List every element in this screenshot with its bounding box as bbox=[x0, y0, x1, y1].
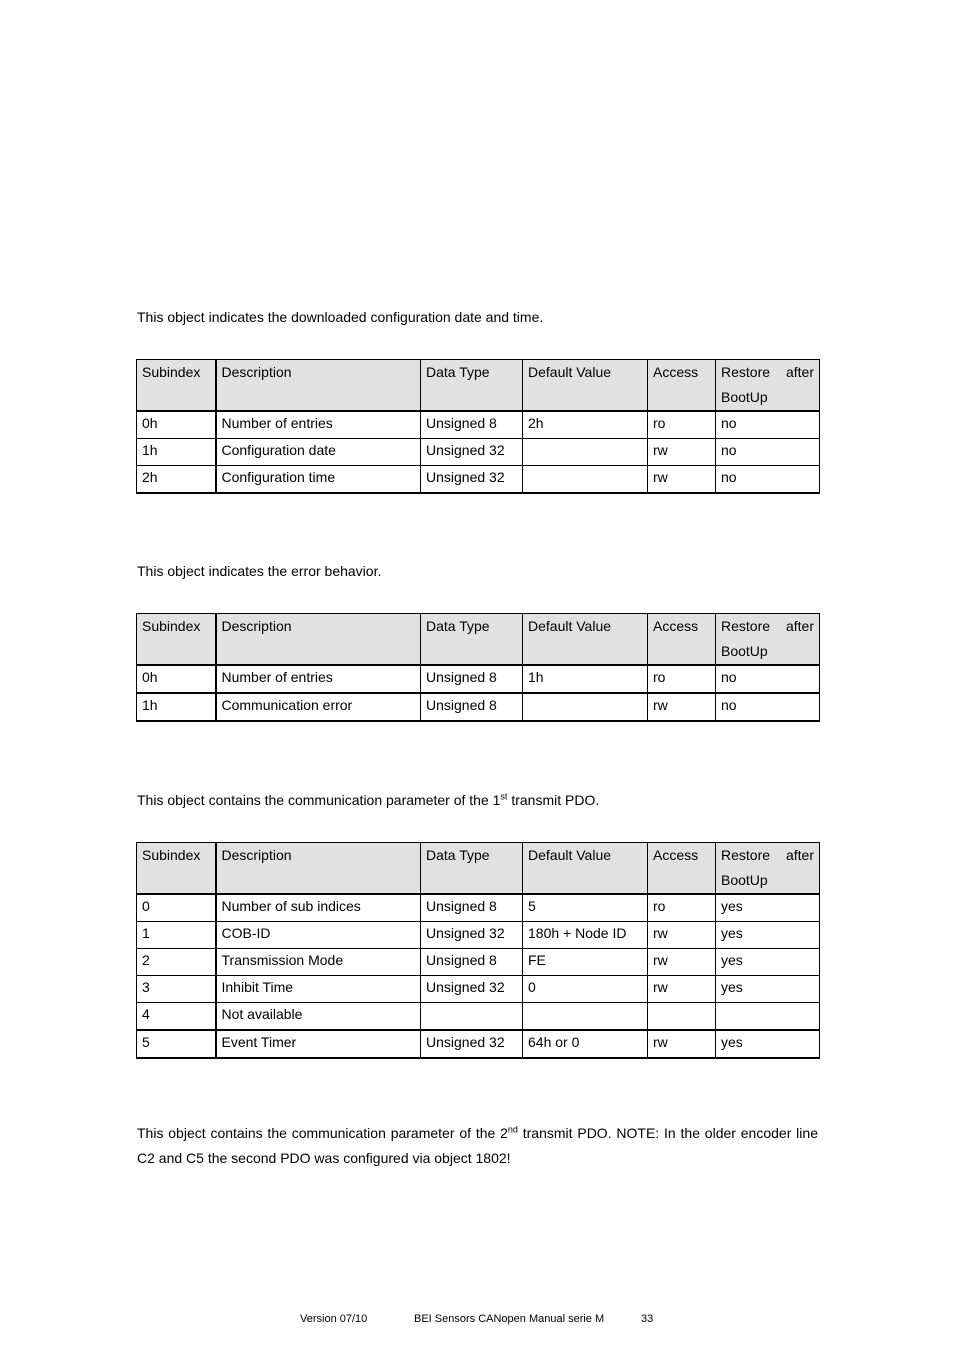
col-description: Description bbox=[216, 843, 421, 895]
table-cell: 2h bbox=[523, 411, 648, 439]
table-cell: 2 bbox=[137, 949, 216, 976]
table-cell: 1 bbox=[137, 922, 216, 949]
table-cell: COB-ID bbox=[216, 922, 421, 949]
table-cell: 5 bbox=[137, 1030, 216, 1058]
col-data-type: Data Type bbox=[421, 843, 523, 895]
table-cell: rw bbox=[648, 693, 716, 721]
table-cell: 0h bbox=[137, 665, 216, 693]
table-cell: Number of sub indices bbox=[216, 894, 421, 922]
config-date-time-table bbox=[136, 359, 820, 494]
table-cell: no bbox=[716, 466, 820, 494]
table-cell: 4 bbox=[137, 1003, 216, 1031]
table-cell: Unsigned 8 bbox=[421, 894, 523, 922]
error-behavior-table bbox=[136, 613, 820, 722]
table-cell: Unsigned 8 bbox=[421, 665, 523, 693]
table-row bbox=[137, 976, 820, 1003]
table-cell: Unsigned 32 bbox=[421, 1030, 523, 1058]
table-cell bbox=[716, 1003, 820, 1031]
col-default-value: Default Value bbox=[523, 614, 648, 666]
col-description: Description bbox=[216, 614, 421, 666]
table-cell: Number of entries bbox=[216, 665, 421, 693]
table-cell bbox=[523, 1003, 648, 1031]
col-data-type: Data Type bbox=[421, 360, 523, 412]
table-row bbox=[137, 949, 820, 976]
col-data-type: Data Type bbox=[421, 614, 523, 666]
transmit-pdo-1-table bbox=[136, 842, 820, 1059]
table-cell: Unsigned 32 bbox=[421, 922, 523, 949]
table-header-row bbox=[137, 360, 820, 412]
section-4-intro: This object contains the communication parameter of the 2nd transmit PDO. NOTE: In the older encoder line C2 and C5 the second PDO was configured via object 1802! bbox=[137, 1124, 818, 1166]
table-header-row bbox=[137, 843, 820, 895]
table-cell: rw bbox=[648, 922, 716, 949]
table-cell: Transmission Mode bbox=[216, 949, 421, 976]
table-cell: Unsigned 8 bbox=[421, 411, 523, 439]
table-cell: 180h + Node ID bbox=[523, 922, 648, 949]
table-cell: 0h bbox=[137, 411, 216, 439]
table-row bbox=[137, 411, 820, 439]
table-row bbox=[137, 665, 820, 693]
table-cell: no bbox=[716, 439, 820, 466]
table-cell: 1h bbox=[523, 665, 648, 693]
table-cell: 1h bbox=[137, 693, 216, 721]
table-cell: rw bbox=[648, 976, 716, 1003]
section-3-intro: This object contains the communication parameter of the 1st transmit PDO. bbox=[137, 791, 600, 808]
footer-version: Version 07/10 bbox=[300, 1313, 368, 1325]
table-row bbox=[137, 439, 820, 466]
table-cell: yes bbox=[716, 949, 820, 976]
table-row bbox=[137, 693, 820, 721]
table-cell: ro bbox=[648, 894, 716, 922]
col-default-value: Default Value bbox=[523, 843, 648, 895]
table-header-row bbox=[137, 614, 820, 666]
col-default-value: Default Value bbox=[523, 360, 648, 412]
footer-manual-title: BEI Sensors CANopen Manual serie M bbox=[414, 1313, 605, 1325]
table-cell: rw bbox=[648, 1030, 716, 1058]
col-access: Access bbox=[648, 360, 716, 412]
col-subindex: Subindex bbox=[137, 843, 216, 895]
table-cell: no bbox=[716, 665, 820, 693]
table-cell bbox=[648, 1003, 716, 1031]
table-cell: rw bbox=[648, 439, 716, 466]
footer-page-number: 33 bbox=[641, 1313, 654, 1325]
table-cell: yes bbox=[716, 976, 820, 1003]
table-cell: Inhibit Time bbox=[216, 976, 421, 1003]
table-cell: yes bbox=[716, 1030, 820, 1058]
table-cell: Unsigned 8 bbox=[421, 693, 523, 721]
table-cell: 0 bbox=[523, 976, 648, 1003]
section-1-intro: This object indicates the downloaded configuration date and time. bbox=[137, 309, 544, 325]
table-cell: Number of entries bbox=[216, 411, 421, 439]
table-cell: yes bbox=[716, 894, 820, 922]
table-row bbox=[137, 1003, 820, 1031]
table-cell: 2h bbox=[137, 466, 216, 494]
col-access: Access bbox=[648, 843, 716, 895]
table-cell: 5 bbox=[523, 894, 648, 922]
col-subindex: Subindex bbox=[137, 360, 216, 412]
section-2-intro: This object indicates the error behavior. bbox=[137, 563, 382, 579]
table-cell: Configuration time bbox=[216, 466, 421, 494]
table-cell: 64h or 0 bbox=[523, 1030, 648, 1058]
col-restore: Restore after BootUp bbox=[716, 614, 820, 666]
table-cell: no bbox=[716, 411, 820, 439]
table-cell: 1h bbox=[137, 439, 216, 466]
table-row bbox=[137, 894, 820, 922]
table-cell: Communication error bbox=[216, 693, 421, 721]
table-cell: ro bbox=[648, 411, 716, 439]
table-row bbox=[137, 466, 820, 494]
col-description: Description bbox=[216, 360, 421, 412]
table-cell: FE bbox=[523, 949, 648, 976]
table-cell: no bbox=[716, 693, 820, 721]
table-cell: Event Timer bbox=[216, 1030, 421, 1058]
table-cell bbox=[523, 439, 648, 466]
table-cell: ro bbox=[648, 665, 716, 693]
table-cell: Unsigned 32 bbox=[421, 439, 523, 466]
table-cell: Unsigned 32 bbox=[421, 976, 523, 1003]
col-subindex: Subindex bbox=[137, 614, 216, 666]
table-cell: yes bbox=[716, 922, 820, 949]
table-cell: rw bbox=[648, 949, 716, 976]
table-cell: 0 bbox=[137, 894, 216, 922]
table-row bbox=[137, 922, 820, 949]
table-cell: Unsigned 8 bbox=[421, 949, 523, 976]
table-cell bbox=[523, 693, 648, 721]
table-row bbox=[137, 1030, 820, 1058]
table-cell: Configuration date bbox=[216, 439, 421, 466]
col-restore: Restore after BootUp bbox=[716, 360, 820, 412]
table-cell: rw bbox=[648, 466, 716, 494]
table-cell: 3 bbox=[137, 976, 216, 1003]
table-cell bbox=[523, 466, 648, 494]
table-cell: Unsigned 32 bbox=[421, 466, 523, 494]
table-cell: Not available bbox=[216, 1003, 421, 1031]
col-restore: Restore after BootUp bbox=[716, 843, 820, 895]
col-access: Access bbox=[648, 614, 716, 666]
table-cell bbox=[421, 1003, 523, 1031]
